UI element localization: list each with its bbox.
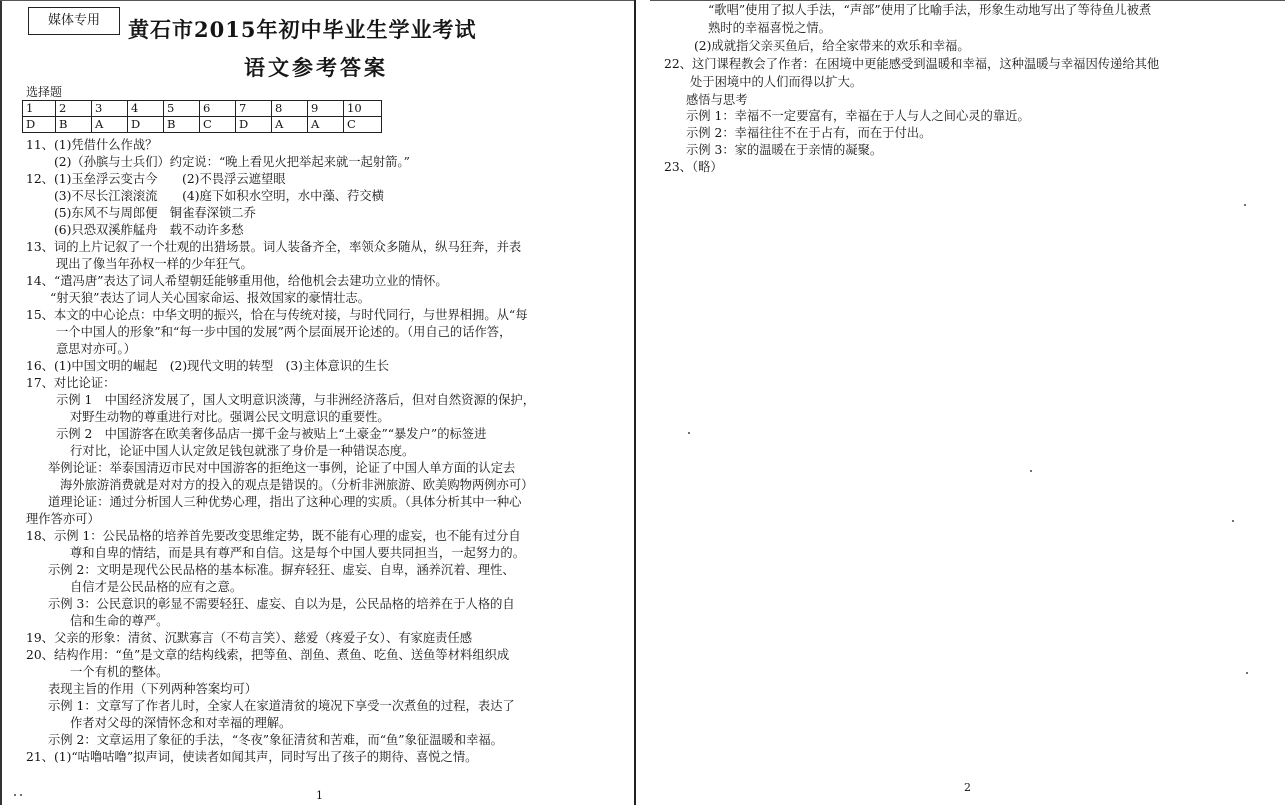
answer-line: 一个中国人的形象”和“每一步中国的发展”两个层面展开论述的。（用自己的话作答， (56, 325, 512, 339)
exam-title: 黄石市2015年初中毕业生学业考试 (128, 17, 477, 42)
top-border-line (650, 0, 1285, 1)
answer-line: 示例 3：家的温暖在于亲情的凝聚。 (686, 143, 883, 157)
answer-line: 信和生命的尊严。 (70, 614, 169, 628)
page-number: 1 (316, 789, 323, 802)
answer-line: 感悟与思考 (686, 93, 748, 107)
choice-answer: B (164, 117, 200, 133)
answer-line: 对野生动物的尊重进行对比。强调公民文明意识的重要性。 (70, 410, 390, 424)
answer-line: 熟时的幸福喜悦之情。 (708, 21, 831, 35)
answer-line: 海外旅游消费就是对对方的投入的观点是错误的。（分析非洲旅游、欧美购物两例亦可） (60, 478, 534, 492)
top-border-line (0, 0, 636, 1)
answer-line: (2)成就指父亲买鱼后，给全家带来的欢乐和幸福。 (694, 39, 970, 53)
answer-line: 示例 2：文章运用了象征的手法，“冬夜”象征清贫和苦难，而“鱼”象征温暖和幸福。 (48, 733, 503, 747)
choice-number: 2 (56, 101, 92, 117)
page-number: 2 (964, 781, 971, 794)
answer-line: 示例 1：幸福不一定要富有，幸福在于人与人之间心灵的靠近。 (686, 109, 1030, 123)
scan-speck (20, 794, 22, 796)
answer-line: 18、示例 1：公民品格的培养首先要改变思维定势，既不能有心理的虚妄，也不能有过分自 (26, 529, 521, 543)
choice-number: 3 (92, 101, 128, 117)
answer-line: 举例论证：举泰国清迈市民对中国游客的拒绝这一事例，论证了中国人单方面的认定去 (48, 461, 516, 475)
scan-speck (1244, 204, 1246, 206)
choice-answer-row (23, 117, 382, 133)
answer-line: (2)（孙膑与士兵们）约定说：“晚上看见火把举起来就一起射箭。” (54, 155, 410, 169)
answer-line: 22、这门课程教会了作者：在困境中更能感受到温暖和幸福，这种温暖与幸福因传递给其他 (664, 57, 1160, 71)
answer-line: 示例 2：幸福往往不在于占有，而在于付出。 (686, 126, 932, 140)
choice-number: 5 (164, 101, 200, 117)
answer-line: “射天狼”表达了词人关心国家命运、报效国家的豪情壮志。 (50, 291, 370, 305)
answer-line: 12、(1)玉垒浮云变古今 (2)不畏浮云遮望眼 (26, 172, 286, 186)
choice-number: 6 (200, 101, 236, 117)
choice-label: 选择题 (26, 85, 63, 99)
answer-line: 19、父亲的形象：清贫、沉默寡言（不苟言笑）、慈爱（疼爱子女）、有家庭责任感 (26, 631, 473, 645)
answer-line: 示例 2 中国游客在欧美奢侈品店一掷千金与被贴上“土豪金”“暴发户”的标签进 (56, 427, 487, 441)
scan-speck (1246, 672, 1248, 674)
choice-answer: C (200, 117, 236, 133)
answer-line: (6)只恐双溪舴艋舟 载不动许多愁 (54, 223, 244, 237)
right-page (650, 0, 1285, 805)
choice-answer: A (92, 117, 128, 133)
answer-line: (5)东风不与周郎便 铜雀春深锁二乔 (54, 206, 256, 220)
answer-line: 14、“遣冯唐”表达了词人希望朝廷能够重用他，给他机会去建功立业的情怀。 (26, 274, 448, 288)
answer-line: 处于困境中的人们而得以扩大。 (690, 75, 863, 89)
choice-answer: A (272, 117, 308, 133)
choice-answer: A (308, 117, 344, 133)
choice-answer-table (22, 100, 382, 133)
choice-number: 10 (344, 101, 382, 117)
answer-line: 示例 1 中国经济发展了，国人文明意识淡薄，与非洲经济落后，但对自然资源的保护， (56, 393, 536, 407)
answer-line: 尊和自卑的情结，而是具有尊严和自信。这是每个中国人要共同担当，一起努力的。 (70, 546, 525, 560)
answer-line: 表现主旨的作用（下列两种答案均可） (48, 682, 258, 696)
scan-speck (14, 794, 16, 796)
scan-speck (688, 432, 690, 434)
answer-line: 23、（略） (664, 160, 723, 174)
choice-number: 7 (236, 101, 272, 117)
choice-answer: D (236, 117, 272, 133)
answer-line: 16、(1)中国文明的崛起 (2)现代文明的转型 (3)主体意识的生长 (26, 359, 390, 373)
choice-answer: C (344, 117, 382, 133)
answer-line: 行对比，论证中国人认定敛足钱包就涨了身价是一种错误态度。 (70, 444, 415, 458)
answer-line: 11、(1)凭借什么作战？ (26, 138, 158, 152)
page-gutter (636, 0, 650, 805)
answer-line: 意思对亦可。） (56, 342, 136, 356)
answer-line: 现出了像当年孙权一样的少年狂气。 (56, 257, 253, 271)
answer-line: (3)不尽长江滚滚流 (4)庭下如积水空明，水中藻、荇交横 (54, 189, 384, 203)
answer-line: 17、对比论证： (26, 376, 116, 390)
answer-line: 21、(1)“咕噜咕噜”拟声词，使读者如闻其声，同时写出了孩子的期待、喜悦之情。 (26, 750, 478, 764)
choice-number: 9 (308, 101, 344, 117)
scan-speck (1232, 520, 1234, 522)
answer-line: 示例 1：文章写了作者儿时，全家人在家道清贫的境况下享受一次煮鱼的过程，表达了 (48, 699, 515, 713)
answer-key-title: 语文参考答案 (244, 55, 388, 80)
choice-answer: D (23, 117, 56, 133)
page-border-line (0, 0, 2, 805)
choice-number: 4 (128, 101, 164, 117)
media-stamp: 媒体专用 (28, 7, 120, 35)
answer-line: 示例 3：公民意识的彰显不需要轻狂、虚妄、自以为是，公民品格的培养在于人格的自 (48, 597, 515, 611)
answer-line: 理作答亦可） (26, 512, 100, 526)
answer-line: 示例 2：文明是现代公民品格的基本标准。摒弃轻狂、虚妄、自卑，涵养沉着、理性、 (48, 563, 515, 577)
answer-line: 自信才是公民品格的应有之意。 (70, 580, 243, 594)
answer-line: 20、结构作用：“鱼”是文章的结构线索，把等鱼、剖鱼、煮鱼、吃鱼、送鱼等材料组织成 (26, 648, 510, 662)
answer-line: 13、词的上片记叙了一个壮观的出猎场景。词人装备齐全，率领众多随从，纵马狂奔，并表 (26, 240, 522, 254)
answer-line: 作者对父母的深情怀念和对幸福的理解。 (70, 716, 292, 730)
answer-line: 道理论证：通过分析国人三种优势心理，指出了这种心理的实质。（具体分析其中一种心 (48, 495, 522, 509)
answer-line: 15、本文的中心论点：中华文明的振兴，恰在与传统对接，与时代同行，与世界相拥。从“每 (26, 308, 528, 322)
answer-line: “歌唱”使用了拟人手法，“声部”使用了比喻手法，形象生动地写出了等待鱼儿被煮 (708, 3, 1152, 17)
choice-number: 8 (272, 101, 308, 117)
choice-answer: D (128, 117, 164, 133)
choice-number-row (23, 101, 382, 117)
scan-speck (1030, 470, 1032, 472)
left-page (0, 0, 636, 805)
answer-line: 一个有机的整体。 (70, 665, 169, 679)
choice-number: 1 (23, 101, 56, 117)
choice-answer: B (56, 117, 92, 133)
left-page-edge (634, 0, 636, 805)
